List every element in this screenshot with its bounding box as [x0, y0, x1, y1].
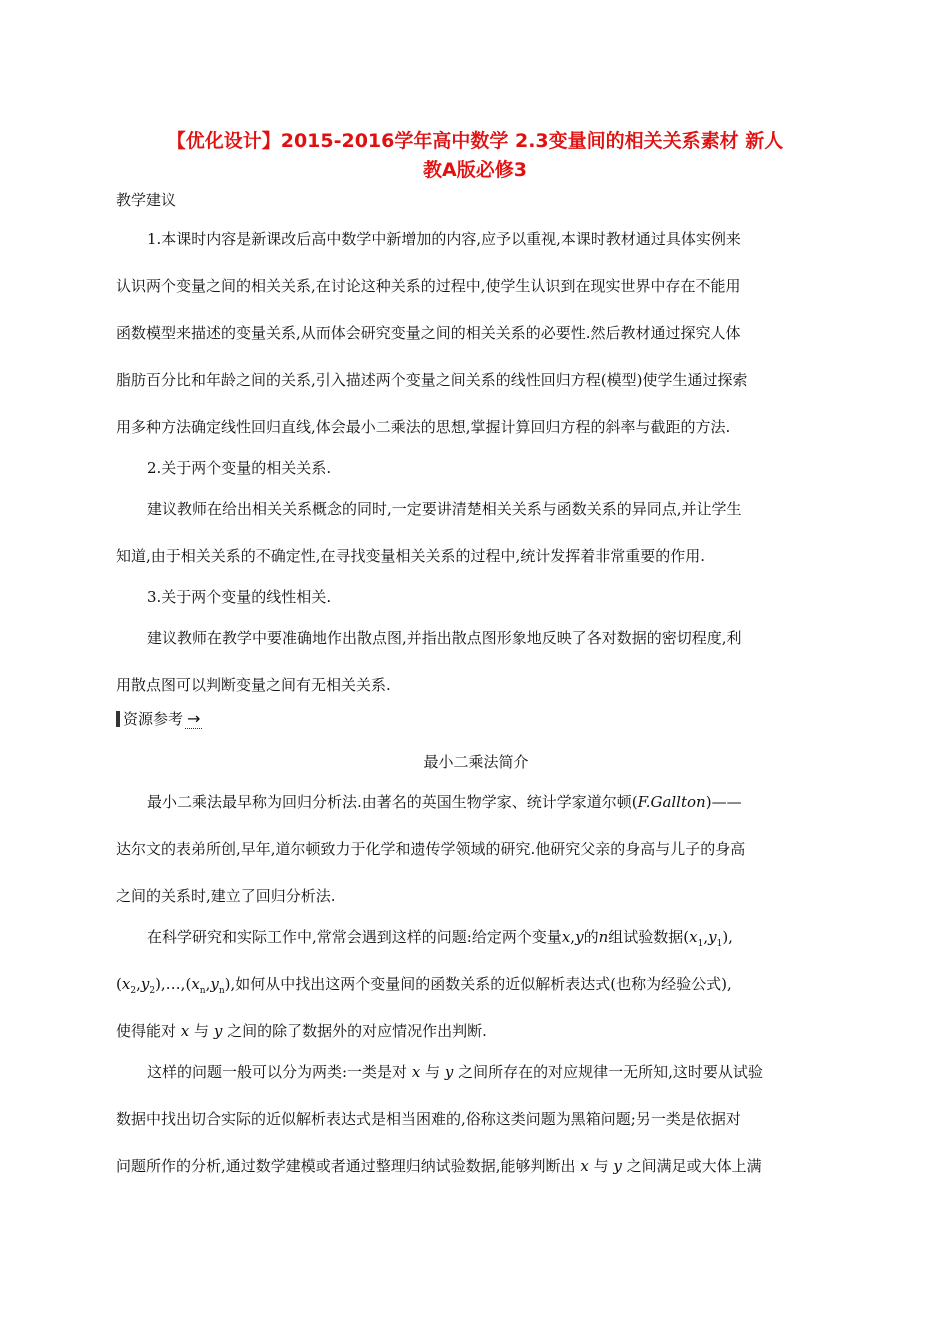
text-span: 之间的除了数据外的对应情况作出判断. [227, 1022, 487, 1040]
text-span: ( [116, 975, 122, 993]
var-n: n [598, 928, 609, 946]
text-span: 使得能对 [116, 1022, 177, 1040]
paragraph-line [116, 1156, 762, 1176]
paragraph-line [147, 927, 733, 954]
text-span: , [570, 928, 576, 946]
subscript: 1 [716, 939, 723, 949]
var-x: x [180, 1022, 190, 1040]
paragraph-line: 之间的关系时,建立了回归分析法. [116, 887, 336, 905]
text-span: 之间所存在的对应规律一无所知,这时要从试验 [458, 1063, 763, 1081]
subscript: n [218, 986, 225, 996]
text-span: , [136, 975, 141, 993]
text-span: 这样的问题一般可以分为两类:一类是对 [147, 1063, 408, 1081]
paragraph-line: 用散点图可以判断变量之间有无相关关系. [116, 676, 391, 694]
var-y: y [213, 1022, 223, 1040]
text-span: 最小二乘法最早称为回归分析法.由著名的英国生物学家、统计学家道尔顿( [147, 793, 638, 811]
paragraph-line: 1.本课时内容是新课改后高中数学中新增加的内容,应予以重视,本课时教材通过具体实例来 [147, 230, 741, 248]
item-heading-2: 2.关于两个变量的相关关系. [147, 459, 332, 477]
document-title-line2: 教A版必修3 [423, 159, 527, 181]
resource-bar-icon [116, 711, 120, 727]
subscript: 1 [697, 939, 704, 949]
section-heading-teaching-advice: 教学建议 [116, 191, 177, 209]
arrow-right-icon: → [187, 708, 201, 728]
var-x: x [580, 1157, 589, 1175]
paragraph-line [116, 1021, 487, 1041]
var-y2: y [140, 975, 150, 993]
paragraph-line: 函数模型来描述的变量关系,从而体会研究变量之间的相关关系的必要性.然后教材通过探究人体 [116, 324, 741, 342]
text-span: )—— [705, 793, 742, 811]
subscript: n [199, 986, 206, 996]
paragraph-line [147, 1062, 763, 1082]
resource-reference-label: 资源参考 [123, 710, 184, 728]
var-x: x [411, 1063, 421, 1081]
var-y: y [444, 1063, 454, 1081]
paragraph-line: 脂肪百分比和年龄之间的关系,引入描述两个变量之间关系的线性回归方程(模型)使学生通过探索 [116, 371, 748, 389]
text-span: 组试验数据( [608, 928, 690, 946]
var-xn: x [191, 975, 200, 993]
text-span: 与 [425, 1063, 441, 1081]
text-span: ),如何从中找出这两个变量间的函数关系的近似解析表达式(也称为经验公式), [224, 975, 732, 993]
var-x2: x [121, 975, 131, 993]
text-span: , [703, 928, 709, 946]
text-span: ), [722, 928, 733, 946]
var-yn: y [210, 975, 219, 993]
resource-reference-tag [116, 708, 202, 730]
var-y: y [575, 928, 584, 946]
text-span: 与 [194, 1022, 210, 1040]
text-span: 的 [583, 928, 599, 946]
paragraph-line: 建议教师在教学中要准确地作出散点图,并指出散点图形象地反映了各对数据的密切程度,利 [147, 629, 742, 647]
paragraph-line [147, 792, 742, 812]
var-y1: y [708, 928, 717, 946]
text-span: ),…,( [155, 975, 192, 993]
text-span: 在科学研究和实际工作中,常常会遇到这样的问题:给定两个变量 [147, 928, 562, 946]
var-x1: x [689, 928, 698, 946]
var-x: x [561, 928, 571, 946]
document-title-line1: 【优化设计】2015-2016学年高中数学 2.3变量间的相关关系素材 新人 [166, 130, 784, 152]
subscript: 2 [149, 986, 156, 996]
paragraph-line: 认识两个变量之间的相关关系,在讨论这种关系的过程中,使学生认识到在现实世界中存在不能用 [116, 277, 741, 295]
subscript: 2 [130, 986, 137, 996]
text-span: 与 [593, 1157, 609, 1175]
item-heading-3: 3.关于两个变量的线性相关. [147, 588, 332, 606]
paragraph-line: 建议教师在给出相关关系概念的同时,一定要讲清楚相关关系与函数关系的异同点,并让学生 [147, 500, 742, 518]
text-span: , [205, 975, 211, 993]
paragraph-line: 知道,由于相关关系的不确定性,在寻找变量相关关系的过程中,统计发挥着非常重要的作用. [116, 547, 706, 565]
text-span: 之间满足或大体上满 [626, 1157, 762, 1175]
var-y: y [613, 1157, 622, 1175]
section-heading-least-squares: 最小二乘法简介 [423, 753, 529, 771]
name-gallton: F.Gallton [637, 793, 706, 811]
paragraph-line: 用多种方法确定线性回归直线,体会最小二乘法的思想,掌握计算回归方程的斜率与截距的方法. [116, 418, 731, 436]
text-span: 问题所作的分析,通过数学建模或者通过整理归纳试验数据,能够判断出 [116, 1157, 576, 1175]
paragraph-line: 数据中找出切合实际的近似解析表达式是相当困难的,俗称这类问题为黑箱问题;另一类是依据对 [116, 1110, 741, 1128]
paragraph-line [116, 974, 732, 1001]
paragraph-line: 达尔文的表弟所创,早年,道尔顿致力于化学和遗传学领域的研究.他研究父亲的身高与儿子的身高 [116, 840, 746, 858]
